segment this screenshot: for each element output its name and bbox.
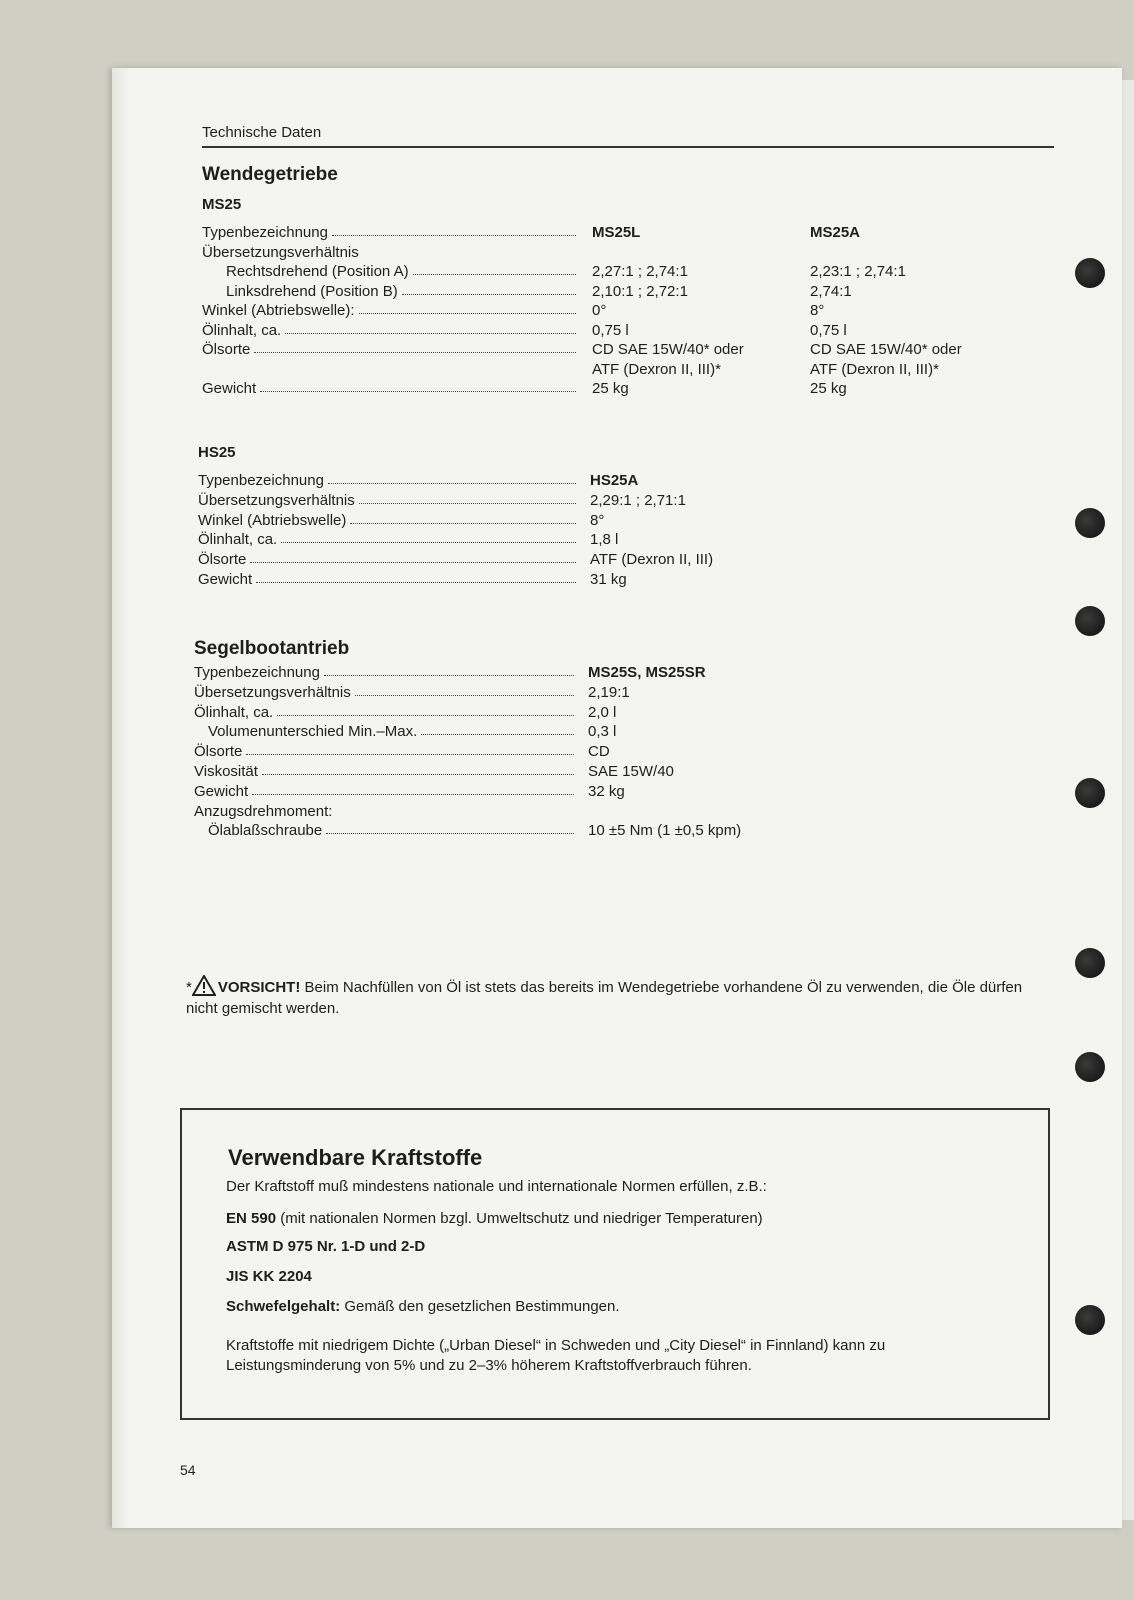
dot-leader	[332, 224, 576, 236]
spec-label: Ölsorte	[194, 743, 243, 761]
spec-label: Ölinhalt, ca.	[194, 703, 274, 721]
sulfur-text: Gemäß den gesetzlichen Bestimmungen.	[340, 1298, 620, 1315]
dot-leader	[277, 704, 574, 716]
fuel-title: Verwendbare Kraftstoffe	[228, 1145, 483, 1170]
dot-leader	[421, 723, 574, 735]
spec-row	[198, 551, 578, 571]
spec-label: Gewicht	[198, 571, 253, 588]
spec-value: 2,0 l	[588, 703, 617, 721]
dot-leader	[413, 263, 576, 275]
spec-label: Übersetzungsverhältnis	[202, 243, 359, 261]
spec-row	[202, 361, 578, 381]
spec-label: Typenbezeichnung	[202, 224, 328, 241]
spec-value: 8°	[810, 302, 825, 319]
spec-label: Winkel (Abtriebswelle):	[202, 302, 355, 319]
spec-label: Ölinhalt, ca.	[202, 321, 282, 339]
spec-value: HS25A	[590, 472, 639, 489]
spec-value: 2,29:1 ; 2,71:1	[590, 491, 686, 509]
dot-leader	[252, 783, 574, 795]
fuel-sulfur	[226, 1298, 620, 1315]
punch-hole	[1075, 1052, 1105, 1082]
fuel-en590	[226, 1210, 763, 1227]
spec-label: Ölablaßschraube	[208, 822, 323, 840]
dot-leader	[262, 763, 574, 775]
spec-row	[226, 263, 578, 283]
punch-hole	[1075, 508, 1105, 538]
page-binding-edge	[112, 68, 130, 1528]
dot-leader	[326, 822, 574, 834]
spec-row	[202, 380, 578, 400]
punch-hole	[1075, 948, 1105, 978]
dot-leader	[328, 472, 576, 484]
spec-label: Ölinhalt, ca.	[198, 531, 278, 549]
warning-word: VORSICHT!	[217, 979, 301, 996]
dot-leader	[254, 341, 576, 353]
dot-leader	[281, 531, 576, 543]
dot-leader	[260, 380, 576, 392]
spec-label: Rechtsdrehend (Position A)	[226, 263, 409, 280]
spec-value: MS25A	[810, 224, 861, 241]
dot-leader	[256, 571, 576, 583]
spec-row	[198, 531, 578, 551]
spec-label: Winkel (Abtriebswelle)	[198, 511, 347, 529]
spec-value: ATF (Dexron II, III)*	[810, 360, 939, 378]
spec-value: 2,23:1 ; 2,74:1	[810, 263, 906, 280]
section-header: Technische Daten	[202, 124, 322, 141]
fuel-density-note: Kraftstoffe mit niedrigem Dichte („Urban Diesel“ in Schweden und „City Diesel“ in Finnland) kann zu Leistungsminderung von 5% und zu 2–3% höherem Kraftstoffverbrauch führen.	[226, 1337, 886, 1374]
spec-row	[202, 341, 578, 361]
dot-leader	[355, 684, 574, 696]
spec-label: Gewicht	[202, 380, 257, 397]
spec-row	[194, 763, 576, 783]
spec-row	[198, 472, 578, 492]
spec-value: 2,19:1	[588, 683, 630, 701]
punch-hole	[1075, 778, 1105, 808]
dot-leader	[359, 492, 576, 504]
spec-label: Volumenunterschied Min.–Max.	[208, 723, 418, 741]
punch-hole	[1075, 1305, 1105, 1335]
sulfur-label: Schwefelgehalt:	[226, 1298, 341, 1315]
spec-label: Gewicht	[194, 782, 249, 800]
spec-row	[202, 244, 578, 264]
warning-note	[186, 975, 1046, 1019]
spec-row	[226, 283, 578, 303]
hs25-heading: HS25	[198, 444, 236, 461]
spec-value: 25 kg	[592, 380, 629, 397]
spec-value: 10 ±5 Nm (1 ±0,5 kpm)	[588, 822, 742, 840]
spec-value: CD	[588, 743, 610, 761]
dot-leader	[246, 743, 574, 755]
footnote-star: *	[186, 979, 192, 996]
spec-row	[194, 704, 576, 724]
spec-label: Linksdrehend (Position B)	[226, 282, 398, 300]
spec-row	[198, 571, 578, 591]
spec-row	[202, 322, 578, 342]
dot-leader	[350, 512, 576, 524]
spec-value: 0,3 l	[588, 723, 617, 741]
spec-label: Anzugsdrehmoment:	[194, 802, 333, 820]
dot-leader	[359, 302, 576, 314]
spec-value: 32 kg	[588, 782, 625, 800]
spec-value: 0,75 l	[592, 321, 629, 339]
spec-value: 25 kg	[810, 380, 847, 397]
spec-row	[194, 783, 576, 803]
spec-value: 0°	[592, 302, 607, 319]
spec-row	[202, 224, 578, 244]
spec-label: Ölsorte	[202, 341, 251, 358]
spec-value: 2,10:1 ; 2,72:1	[592, 282, 688, 300]
spec-value: CD SAE 15W/40* oder	[810, 341, 962, 358]
ms25-heading: MS25	[202, 196, 242, 213]
fuel-intro: Der Kraftstoff muß mindestens nationale und internationale Normen erfüllen, z.B.:	[226, 1178, 767, 1195]
fuel-astm: ASTM D 975 Nr. 1-D und 2-D	[226, 1238, 426, 1255]
dot-leader	[285, 322, 576, 334]
spec-label: Typenbezeichnung	[194, 664, 320, 681]
wendegetriebe-title: Wendegetriebe	[202, 164, 338, 185]
spec-value: 31 kg	[590, 571, 627, 588]
spec-row	[208, 822, 576, 842]
spec-row	[202, 302, 578, 322]
spec-value: 2,27:1 ; 2,74:1	[592, 263, 688, 280]
spec-label: Viskosität	[194, 763, 258, 780]
dot-leader	[250, 551, 576, 563]
spec-value: 0,75 l	[810, 321, 847, 339]
spec-value: ATF (Dexron II, III)*	[592, 360, 721, 378]
fuel-jis: JIS KK 2204	[226, 1268, 312, 1285]
dot-leader	[402, 283, 576, 295]
spec-row	[198, 512, 578, 532]
spec-row	[208, 723, 576, 743]
spec-row	[198, 492, 578, 512]
dot-leader	[324, 664, 574, 676]
en590-label: EN 590	[226, 1210, 277, 1227]
page-number: 54	[180, 1462, 196, 1478]
spec-value: MS25S, MS25SR	[588, 664, 706, 681]
spec-value: 1,8 l	[590, 531, 619, 549]
spec-value: 2,74:1	[810, 282, 852, 300]
spec-row	[194, 743, 576, 763]
spec-row	[194, 664, 576, 684]
warning-text: Beim Nachfüllen von Öl ist stets das bereits im Wendegetriebe vorhandene Öl zu verwenden, die Öle dürfen nicht gemischt werden.	[186, 979, 1023, 1017]
punch-hole	[1075, 258, 1105, 288]
punch-hole	[1075, 606, 1105, 636]
spec-row	[194, 684, 576, 704]
en590-text: (mit nationalen Normen bzgl. Umweltschutz und niedriger Temperaturen)	[276, 1210, 763, 1227]
spec-label: Typenbezeichnung	[198, 472, 324, 489]
spec-label: Übersetzungsverhältnis	[198, 491, 355, 509]
spec-label: Übersetzungsverhältnis	[194, 683, 351, 701]
spec-value: SAE 15W/40	[588, 763, 674, 780]
header-rule	[202, 146, 1054, 148]
spec-row	[194, 803, 576, 823]
spec-value: CD SAE 15W/40* oder	[592, 341, 744, 358]
spec-value: ATF (Dexron II, III)	[590, 551, 714, 569]
spec-value: 8°	[590, 511, 605, 529]
segelboot-title: Segelbootantrieb	[194, 638, 350, 659]
warning-triangle-icon	[192, 975, 216, 996]
spec-label: Ölsorte	[198, 551, 247, 569]
spec-value: MS25L	[592, 224, 641, 241]
